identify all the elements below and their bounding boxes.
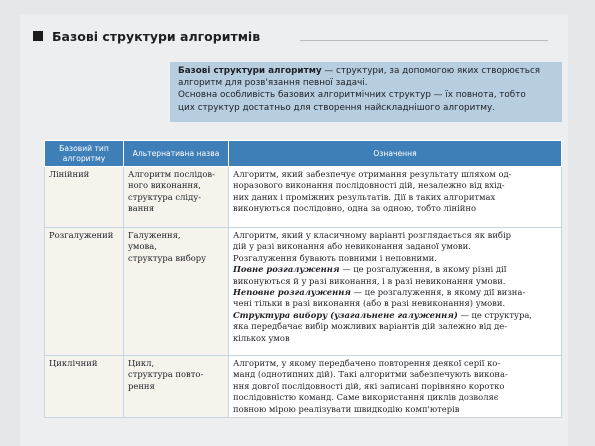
cell-definition: Алгоритм, який у класичному варіанті розглядається як вибір дій у разі виконання або невиконання заданої умови. Розгалуження бувають повними і неповними. Повне розгалуження — це розгалуження, в якому різні дії виконуються й у разі виконання, і в разі невиконання умови. Неповне розгалуження — це розгалуження, в якому дії визна- чені тільки в разі виконання (або в разі невиконання) умови. Структура вибору (узагальнене галуження) — це структура, яка передбачає вибір можливих варіантів дій залежно від де- кількох умов [229,228,562,356]
definition-line-4: цих структур достатньо для створення найскладнішого алгоритму. [178,102,496,113]
table-row [45,228,562,356]
term-choice-structure: Структура вибору [233,309,328,320]
cell-type: Лінійний [45,167,124,228]
cell-alt: Алгоритм послідов- ного виконання, структура сліду- вання [124,167,229,228]
term-full-branching: Повне розгалуження [233,264,340,275]
heading-rule [300,40,548,41]
definition-box [170,62,562,122]
cell-type: Розгалужений [45,228,124,356]
section-heading [33,28,260,44]
definition-line-1: Базові структури алгоритму — структури, за допомогою яких створюється [178,66,541,76]
cell-definition: Алгоритм, який забезпечує отримання результату шляхом од- норазового виконання послідовності дій, незалежно від вхід- них даних і проміжних результатів. Дії в таких алгоритмах виконуються послідовно, одна за одною, тобто лінійно [229,167,562,228]
algorithms-table [44,140,562,418]
cell-definition: Алгоритм, у якому передбачено повторення деякої серії ко- манд (однотипних дій). Такі алгоритми забезпечують викона- ння довгої послідовності дій, які записані порівняно коротко послідовністю команд. Саме використання циклів дозволяє повною мірою реалізувати швидкодію комп'ютерів [229,356,562,418]
header-alt: Альтернативна назва [124,141,229,167]
cell-alt: Цикл, структура повто- рення [124,356,229,418]
definition-line-3: Основна особливість базових алгоритмічних структур — їх повнота, тобто [178,90,526,101]
header-definition: Означення [229,141,562,167]
table-header-row [45,141,562,167]
definition-term: Базові структури алгоритму [178,66,322,76]
table-row [45,356,562,418]
definition-line-2: алгоритм для розв'язання певної задачі. [178,78,368,89]
header-type: Базовий тип алгоритму [45,141,124,167]
table-row [45,167,562,228]
cell-type: Циклічний [45,356,124,418]
cell-alt: Галуження, умова, структура вибору [124,228,229,356]
square-bullet-icon [33,31,43,41]
section-title: Базові структури алгоритмів [52,28,261,44]
term-partial-branching: Неповне розгалуження [233,287,351,298]
